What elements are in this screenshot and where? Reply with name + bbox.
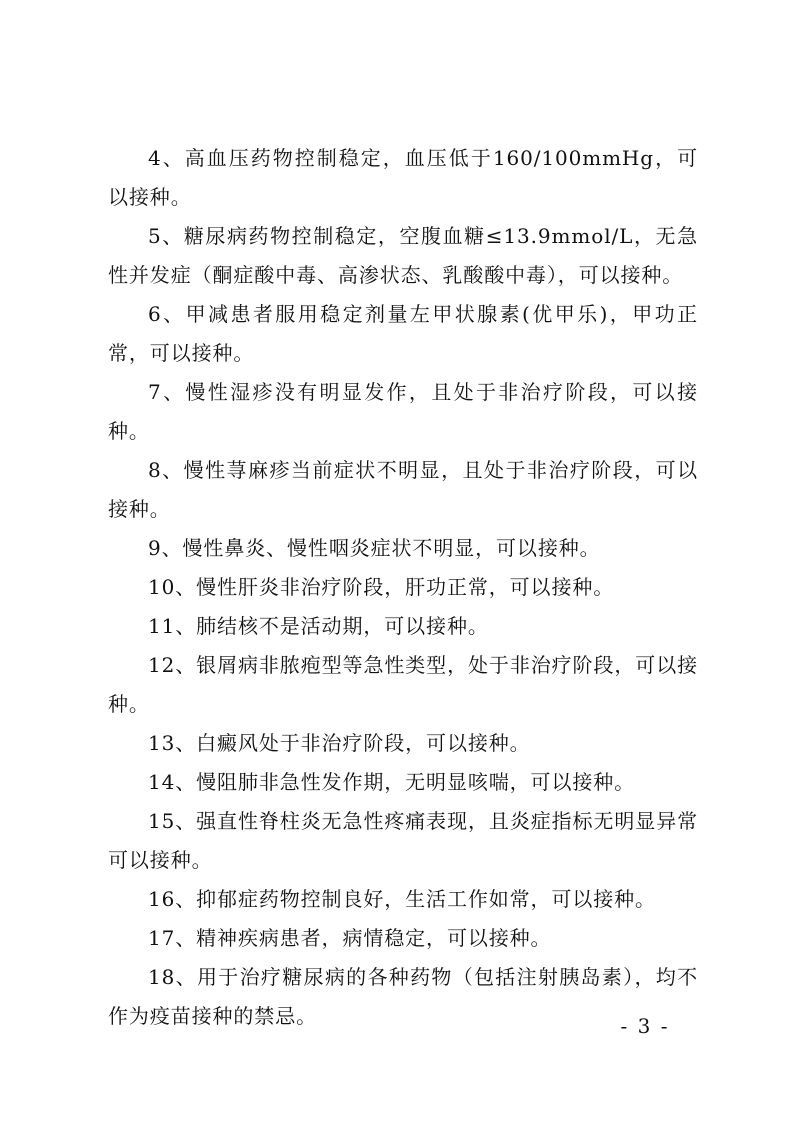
paragraph-item-15: 15、强直性脊柱炎无急性疼痛表现，且炎症指标无明显异常可以接种。 [108,809,698,872]
document-body [108,139,698,1036]
paragraph-item-9: 9、慢性鼻炎、慢性咽炎症状不明显，可以接种。 [148,536,601,560]
paragraph-item-13: 13、白癜风处于非治疗阶段，可以接种。 [148,731,531,755]
paragraph-item-4: 4、高血压药物控制稳定，血压低于160/100mmHg，可以接种。 [108,146,698,209]
paragraph-item-14: 14、慢阻肺非急性发作期，无明显咳喘，可以接种。 [148,770,636,794]
paragraph-item-6: 6、甲减患者服用稳定剂量左甲状腺素(优甲乐)，甲功正常，可以接种。 [108,302,698,365]
paragraph-item-11: 11、肺结核不是活动期，可以接种。 [148,614,489,638]
paragraph-item-7: 7、慢性湿疹没有明显发作，且处于非治疗阶段，可以接种。 [108,380,698,443]
paragraph-item-12: 12、银屑病非脓疱型等急性类型，处于非治疗阶段，可以接种。 [108,653,698,716]
page-number: - 3 - [620,1014,670,1038]
paragraph-item-18: 18、用于治疗糖尿病的各种药物（包括注射胰岛素），均不作为疫苗接种的禁忌。 [108,965,698,1028]
paragraph-item-8: 8、慢性荨麻疹当前症状不明显，且处于非治疗阶段，可以接种。 [108,458,698,521]
paragraph-item-17: 17、精神疾病患者，病情稳定，可以接种。 [148,926,552,950]
paragraph-item-10: 10、慢性肝炎非治疗阶段，肝功正常，可以接种。 [148,575,615,599]
paragraph-item-16: 16、抑郁症药物控制良好，生活工作如常，可以接种。 [148,887,656,911]
paragraph-item-5: 5、糖尿病药物控制稳定，空腹血糖≤13.9mmol/L，无急性并发症（酮症酸中毒、高渗状态、乳酸酸中毒），可以接种。 [108,224,698,287]
